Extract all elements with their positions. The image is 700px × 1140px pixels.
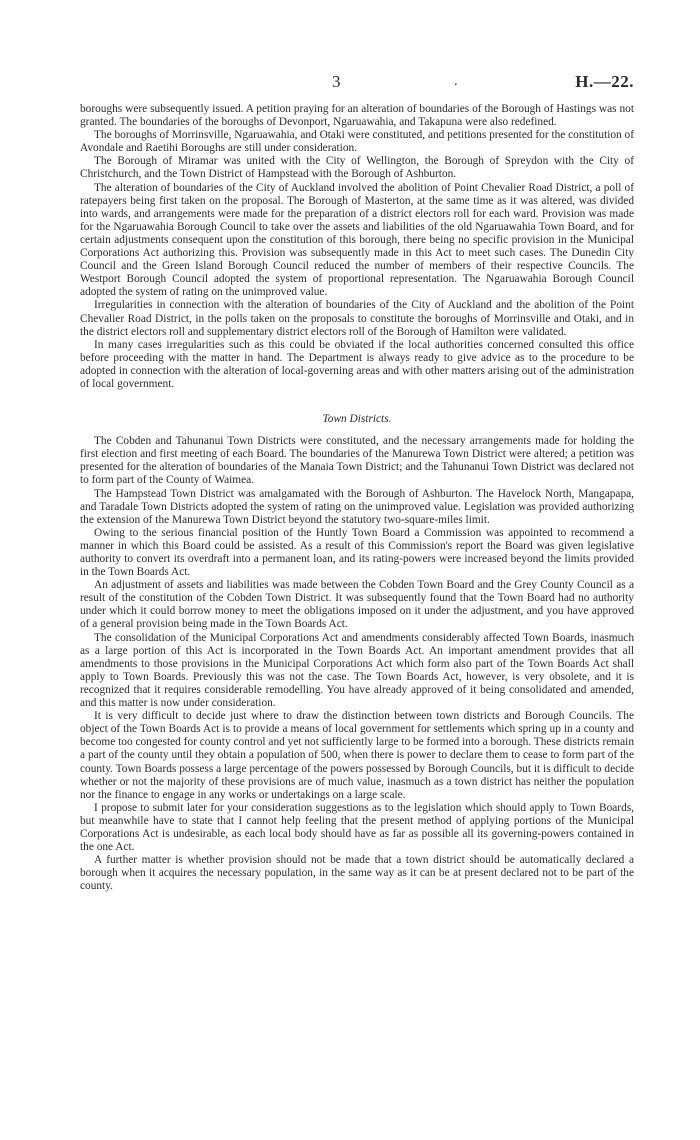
paragraph: The alteration of boundaries of the City of Auckland involved the abolition of Point Chevalier Road District, a poll of ratepayers being first taken on the proposal. The Borough of Masterton, at the same time as it was altered, was divided into wards, and arrangements were made for the preparation of a district electors roll for each ward. Provision was made for the Ngaruawahia Borough Council to take over the assets and liabilities of the old Ngaruawahia Town Board, and for certain adjustments consequent upon the constitution of this borough, there being no specific provision in the Municipal Corporations Act authorizing this. Provision was subsequently made in this Act to meet such cases. The Dunedin City Council and the Green Island Borough Council reduced the number of members of their respective Councils. The Westport Borough Council adopted the system of proportional representation. The Ngaruawahia Borough Council adopted the system of rating on the unimproved value. [80,181,634,299]
paragraph: An adjustment of assets and liabilities was made between the Cobden Town Board and the Grey County Council as a result of the constitution of the Cobden Town District. It was subsequently found that the Town Board had no authority under which it could borrow money to meet the obligations imposed on it under the adjustment, and you have approved of a general provision being made in the Town Boards Act. [80,579,634,631]
paragraph: The boroughs of Morrinsville, Ngaruawahia, and Otaki were constituted, and petitions presented for the constitution of Avondale and Raetihi Boroughs are still under consideration. [80,129,634,155]
section-heading: Town Districts. [322,413,392,426]
paragraph: The consolidation of the Municipal Corporations Act and amendments considerably affected Town Boards, inasmuch as a large portion of this Act is incorporated in the Town Boards Act. An important amendment provides that all amendments to those provisions in the Municipal Corporations Act which form also part of the Town Boards Act shall apply to Town Boards. Previously this was not the case. The Town Boards Act, however, is very obsolete, and it is recognized that it requires considerable remodelling. You have already approved of it being consolidated and amended, and this matter is now under consideration. [80,631,634,710]
paragraph: The Borough of Miramar was united with the City of Wellington, the Borough of Spreydon with the City of Christchurch, and the Town District of Hampstead with the Borough of Ashburton. [80,155,634,181]
paragraph: Irregularities in connection with the alteration of boundaries of the City of Auckland and the abolition of the Point Chevalier Road District, in the polls taken on the proposals to constitute the boroughs of Morrinsville and Otaki, and in the district electors roll and supplementary district electors roll of the Borough of Hamilton were validated. [80,299,634,338]
paragraph: I propose to submit later for your consideration suggestions as to the legislation which should apply to Town Boards, but meanwhile have to state that I cannot help feeling that the present method of applying portions of the Municipal Corporations Act is undesirable, as each local body should have as far as possible all its governing-powers contained in the one Act. [80,801,634,854]
page-header [0,72,700,94]
paragraph: boroughs were subsequently issued. A petition praying for an alteration of boundaries of the Borough of Hastings was not granted. The boundaries of the boroughs of Devonport, Ngaruawahia, and Takapuna were also redefined. [80,103,634,129]
paragraph: Owing to the serious financial position of the Huntly Town Board a Commission was appointed to recommend a manner in which this Board could be assisted. As a result of this Commission's report the Board was given legislative authority to convert its overdraft into a permanent loan, and its rating-powers were increased beyond the limits provided in the Town Boards Act. [80,526,634,579]
paragraph: The Cobden and Tahunanui Town Districts were constituted, and the necessary arrangements made for holding the first election and first meeting of each Board. The boundaries of the Manurewa Town District were altered; a petition was presented for the alteration of boundaries of the Manaia Town District; and the Tahunanui Town District was declared not to form part of the County of Waimea. [80,435,634,487]
document-reference: H.—22. [575,72,634,91]
paragraph: The Hampstead Town District was amalgamated with the Borough of Ashburton. The Havelock North, Mangapapa, and Taradale Town Districts adopted the system of rating on the unimproved value. Legislation was provided authorizing the extension of the Manurewa Town District beyond the statutory two-square-miles limit. [80,487,634,526]
document-body [80,103,634,893]
paragraph: A further matter is whether provision should not be made that a town district should be automatically declared a borough when it acquires the necessary population, in the same way as it can be at present declared not to be part of the county. [80,854,634,893]
paragraph: It is very difficult to decide just where to draw the distinction between town districts and Borough Councils. The object of the Town Boards Act is to provide a means of local government for settlements which spring up in a county and become too congested for county control and yet not sufficiently large to be formed into a borough. These districts remain a part of the county until they obtain a population of 500, when there is power to declare them to cease to form part of the county. Town Boards possess a large percentage of the powers possessed by Borough Councils, but it is difficult to decide whether or not the majority of these provisions are of much value, inasmuch as a town district has neither the population nor the finance to engage in any works or undertakings on a large scale. [80,710,634,801]
page-number: 3 [332,72,341,91]
paragraph: In many cases irregularities such as this could be obviated if the local authorities concerned consulted this office before proceeding with the matter in hand. The Department is always ready to give advice as to the procedure to be adopted in connection with the alteration of local-governing areas and with other matters arising out of the administration of local government. [80,338,634,390]
header-separator: . [454,74,458,89]
